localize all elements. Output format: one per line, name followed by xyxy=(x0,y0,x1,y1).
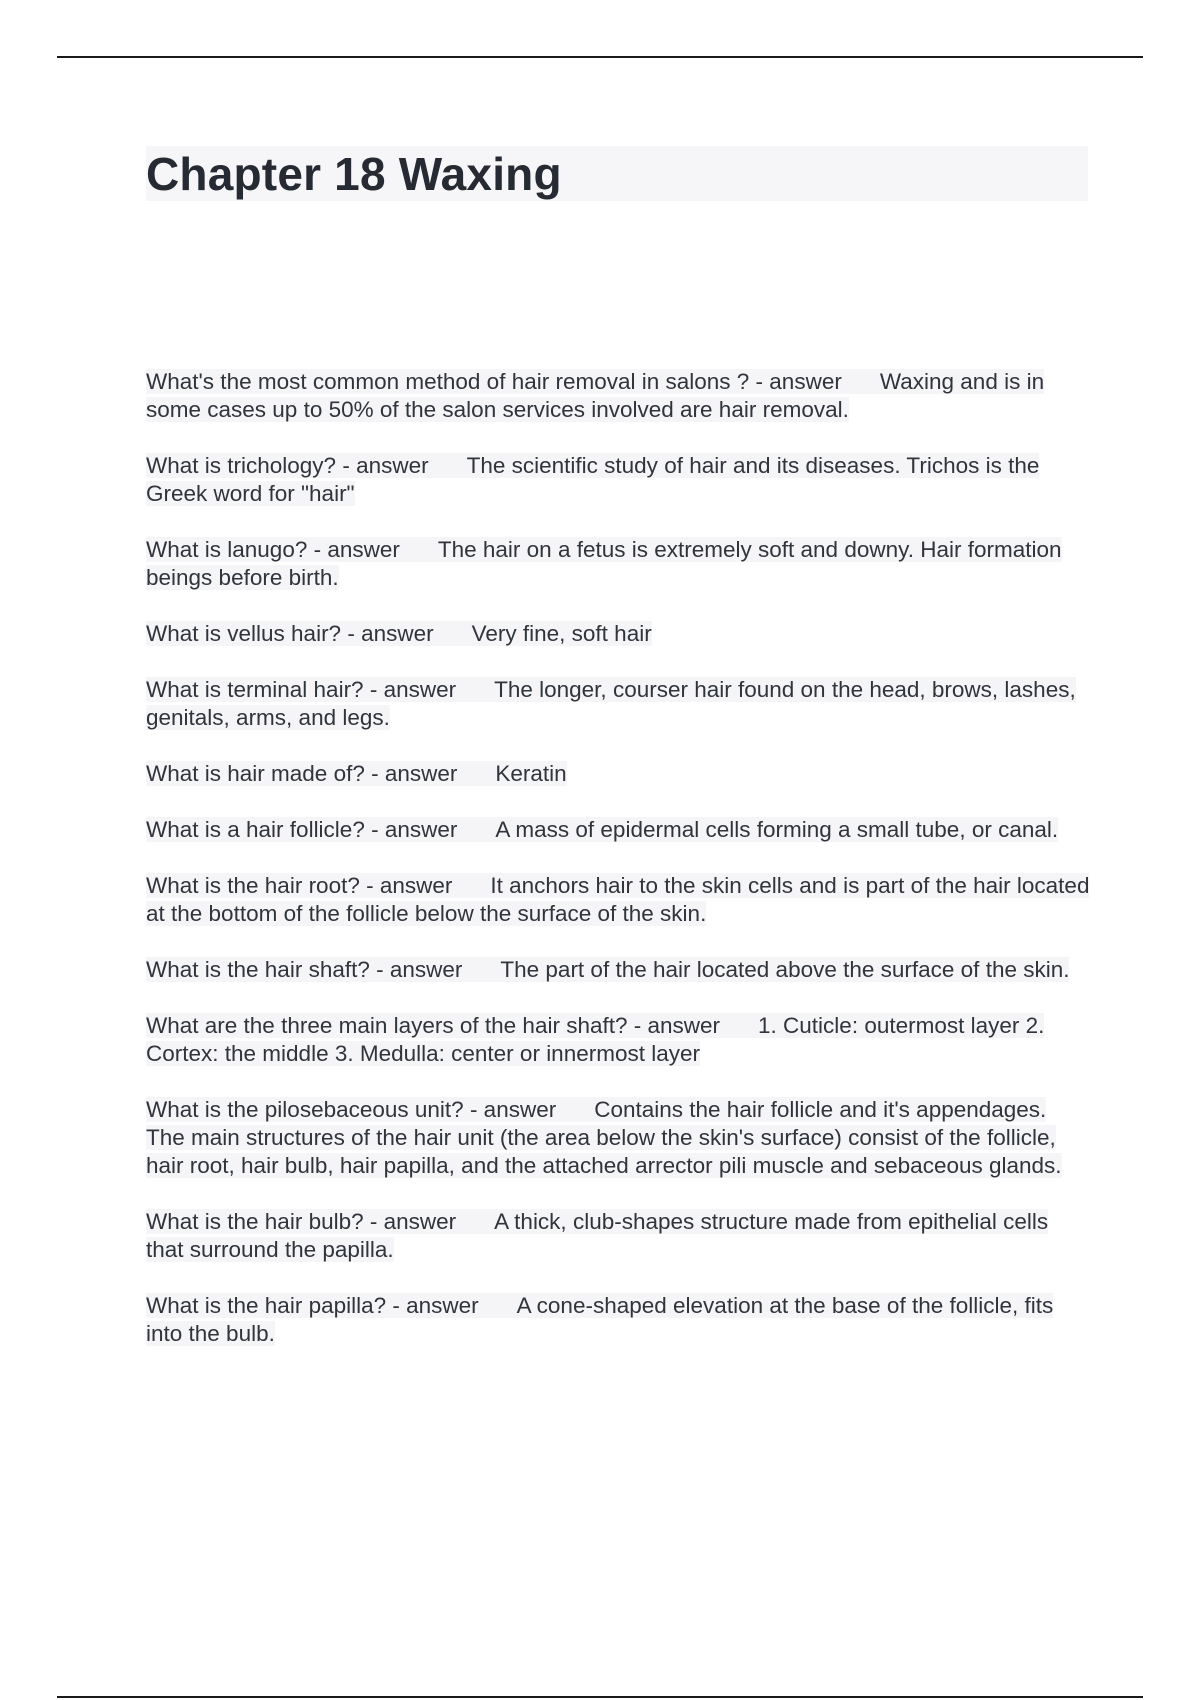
qa-item xyxy=(146,1012,1090,1068)
question-text: What is the hair shaft? - answer xyxy=(146,957,463,982)
top-rule xyxy=(57,56,1143,58)
answer-text: The part of the hair located above the surface of the skin. xyxy=(500,957,1070,982)
qa-item xyxy=(146,536,1090,592)
answer-text: Contains the hair follicle and it's appendages. The main structures of the hair unit (the area below the skin's surface) consist of the follicle, hair root, hair bulb, hair papilla, and the attached arrector pili muscle and sebaceous glands. xyxy=(146,1097,1062,1178)
question-text: What is the hair root? - answer xyxy=(146,873,453,898)
qa-item xyxy=(146,816,1090,844)
qa-item xyxy=(146,620,1090,648)
question-text: What is trichology? - answer xyxy=(146,453,429,478)
answer-text: A mass of epidermal cells forming a small tube, or canal. xyxy=(495,817,1059,842)
answer-text: It anchors hair to the skin cells and is part of the hair located at the bottom of the follicle below the surface of the skin. xyxy=(146,873,1090,926)
qa-item xyxy=(146,1292,1090,1348)
qa-item xyxy=(146,956,1090,984)
question-text: What are the three main layers of the hair shaft? - answer xyxy=(146,1013,721,1038)
question-text: What is the hair papilla? - answer xyxy=(146,1293,479,1318)
qa-list xyxy=(146,368,1090,1376)
question-text: What is vellus hair? - answer xyxy=(146,621,434,646)
question-text: What is the hair bulb? - answer xyxy=(146,1209,457,1234)
qa-item xyxy=(146,760,1090,788)
qa-item xyxy=(146,1096,1090,1180)
bottom-rule xyxy=(57,1696,1143,1698)
answer-text: The scientific study of hair and its diseases. Trichos is the Greek word for "hair" xyxy=(146,453,1040,506)
qa-item xyxy=(146,872,1090,928)
answer-text: Keratin xyxy=(495,761,567,786)
qa-item xyxy=(146,368,1090,424)
question-text: What is terminal hair? - answer xyxy=(146,677,457,702)
answer-text: The hair on a fetus is extremely soft and downy. Hair formation beings before birth. xyxy=(146,537,1062,590)
qa-item xyxy=(146,1208,1090,1264)
answer-text: Waxing and is in some cases up to 50% of the salon services involved are hair removal. xyxy=(146,369,1045,422)
qa-item xyxy=(146,452,1090,508)
question-text: What is hair made of? - answer xyxy=(146,761,458,786)
qa-item xyxy=(146,676,1090,732)
answer-text: A thick, club-shapes structure made from epithelial cells that surround the papilla. xyxy=(146,1209,1049,1262)
question-text: What is a hair follicle? - answer xyxy=(146,817,458,842)
question-text: What is the pilosebaceous unit? - answer xyxy=(146,1097,557,1122)
question-text: What's the most common method of hair removal in salons ? - answer xyxy=(146,369,842,394)
answer-text: 1. Cuticle: outermost layer 2. Cortex: the middle 3. Medulla: center or innermost layer xyxy=(146,1013,1045,1066)
answer-text: The longer, courser hair found on the head, brows, lashes, genitals, arms, and legs. xyxy=(146,677,1076,730)
question-text: What is lanugo? - answer xyxy=(146,537,400,562)
answer-text: A cone-shaped elevation at the base of the follicle, fits into the bulb. xyxy=(146,1293,1054,1346)
page-title: Chapter 18 Waxing xyxy=(146,148,562,200)
answer-text: Very fine, soft hair xyxy=(471,621,652,646)
